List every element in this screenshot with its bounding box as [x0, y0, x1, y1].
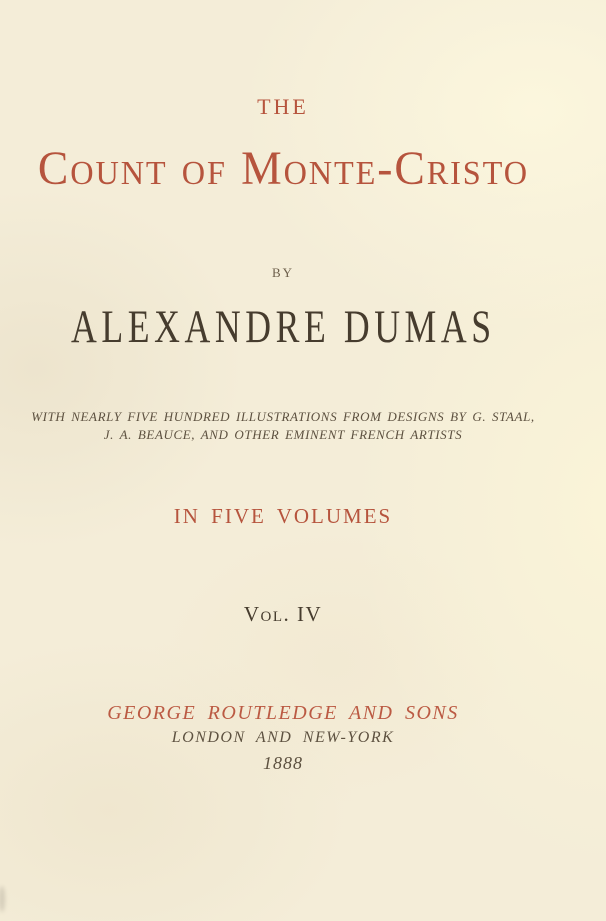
book-title-text: Count of Monte-Cristo [37, 142, 529, 195]
volume-label: Vol. IV [243, 602, 323, 626]
byline-label: BY [271, 265, 295, 280]
illustration-credit-line-2: J. A. BEAUCE, AND OTHER EMINENT FRENCH ARTISTS [103, 427, 463, 442]
publisher-name: GEORGE ROUTLEDGE AND SONS [107, 702, 459, 724]
series-pretitle: THE [257, 94, 309, 119]
illustration-credit-line-1: WITH NEARLY FIVE HUNDRED ILLUSTRATIONS FROM DESIGNS BY G. STAAL, [31, 409, 535, 424]
publication-year: 1888 [263, 753, 303, 773]
author-name [0, 301, 566, 353]
author-name-text: ALEXANDRE DUMAS [70, 301, 496, 353]
publisher-cities: LONDON AND NEW-YORK [171, 729, 395, 746]
scan-smudge-artifact [0, 886, 5, 912]
edition-note: IN FIVE VOLUMES [173, 504, 393, 528]
book-title [0, 142, 566, 195]
